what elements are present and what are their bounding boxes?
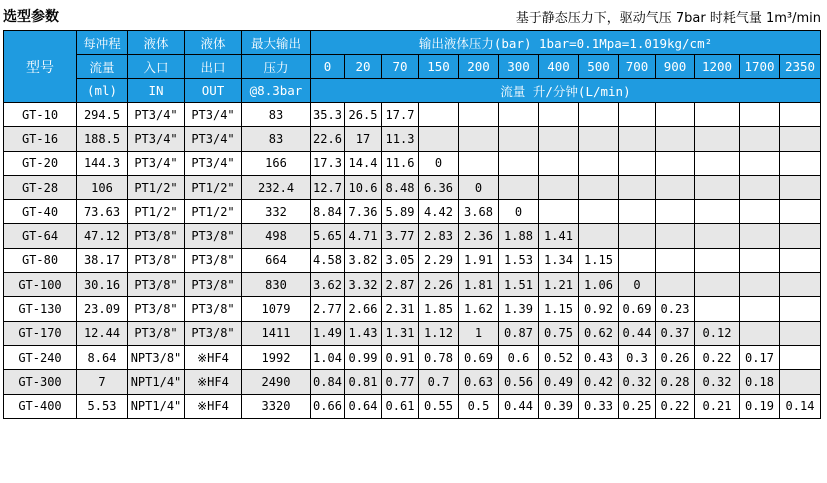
flow-cell: 0.64: [345, 394, 382, 418]
flow-cell: 1.04: [311, 345, 345, 369]
flow-cell: 2.26: [419, 273, 459, 297]
flow-cell: [695, 151, 740, 175]
flow-cell: 14.4: [345, 151, 382, 175]
flow-cell: 0.63: [459, 370, 499, 394]
flow-cell: 1.15: [579, 248, 619, 272]
flow-cell: 17.3: [311, 151, 345, 175]
cell-model: GT-16: [4, 127, 77, 151]
header-stroke-2: 流量: [77, 55, 128, 79]
cell-model: GT-28: [4, 175, 77, 199]
flow-cell: 6.36: [419, 175, 459, 199]
pressure-header-cell: 150: [419, 55, 459, 79]
cell-stroke: 8.64: [77, 345, 128, 369]
header-inlet-2: 入口: [128, 55, 185, 79]
cell-outlet: PT3/4": [185, 103, 242, 127]
flow-cell: 0.25: [619, 394, 656, 418]
flow-cell: 0.5: [459, 394, 499, 418]
table-row: [4, 151, 821, 175]
cell-outlet: ※HF4: [185, 370, 242, 394]
flow-cell: [780, 370, 821, 394]
flow-cell: [780, 175, 821, 199]
flow-cell: 0.43: [579, 345, 619, 369]
flow-cell: 0.28: [656, 370, 695, 394]
flow-cell: 0.17: [740, 345, 780, 369]
flow-cell: 0.39: [539, 394, 579, 418]
flow-cell: [740, 273, 780, 297]
header-max-output-condition: @8.3bar: [242, 79, 311, 103]
header-stroke-unit: (ml): [77, 79, 128, 103]
flow-cell: [656, 248, 695, 272]
flow-cell: [499, 151, 539, 175]
flow-cell: 0.7: [419, 370, 459, 394]
flow-cell: [619, 151, 656, 175]
flow-cell: [539, 200, 579, 224]
flow-cell: 3.62: [311, 273, 345, 297]
cell-max: 3320: [242, 394, 311, 418]
flow-cell: [740, 127, 780, 151]
flow-cell: [656, 151, 695, 175]
cell-inlet: PT3/8": [128, 224, 185, 248]
cell-outlet: PT3/8": [185, 297, 242, 321]
flow-cell: 0.92: [579, 297, 619, 321]
cell-stroke: 73.63: [77, 200, 128, 224]
flow-cell: 1.62: [459, 297, 499, 321]
table-row: [4, 103, 821, 127]
flow-cell: [499, 175, 539, 199]
flow-cell: [740, 321, 780, 345]
cell-inlet: NPT3/8": [128, 345, 185, 369]
table-row: [4, 370, 821, 394]
table-row: [4, 345, 821, 369]
flow-cell: 0: [619, 273, 656, 297]
flow-cell: [579, 200, 619, 224]
header-outlet-code: OUT: [185, 79, 242, 103]
cell-stroke: 188.5: [77, 127, 128, 151]
header-stroke: 每冲程: [77, 31, 128, 55]
flow-cell: 1.43: [345, 321, 382, 345]
flow-cell: [459, 103, 499, 127]
cell-stroke: 38.17: [77, 248, 128, 272]
pressure-header-cell: 70: [382, 55, 419, 79]
flow-cell: 5.89: [382, 200, 419, 224]
pressure-header-cell: 1700: [740, 55, 780, 79]
header-model: 型号: [4, 31, 77, 103]
flow-cell: 1.21: [539, 273, 579, 297]
table-row: [4, 297, 821, 321]
flow-cell: [780, 151, 821, 175]
flow-cell: [780, 103, 821, 127]
cell-inlet: PT3/4": [128, 127, 185, 151]
flow-cell: [579, 103, 619, 127]
cell-max: 1079: [242, 297, 311, 321]
cell-outlet: PT3/4": [185, 127, 242, 151]
air-consumption-note: 基于静态压力下，驱动气压 7bar 时耗气量 1m³/min: [515, 11, 821, 26]
cell-max: 332: [242, 200, 311, 224]
cell-model: GT-100: [4, 273, 77, 297]
flow-cell: 0.55: [419, 394, 459, 418]
cell-inlet: PT3/8": [128, 297, 185, 321]
selection-parameter-table: [3, 30, 821, 419]
cell-stroke: 294.5: [77, 103, 128, 127]
flow-cell: [499, 127, 539, 151]
header-row-1: [4, 31, 821, 55]
cell-max: 232.4: [242, 175, 311, 199]
flow-cell: 0.69: [459, 345, 499, 369]
flow-cell: 0.49: [539, 370, 579, 394]
cell-model: GT-40: [4, 200, 77, 224]
flow-cell: 1.39: [499, 297, 539, 321]
flow-cell: 5.65: [311, 224, 345, 248]
flow-cell: 4.42: [419, 200, 459, 224]
flow-cell: 3.68: [459, 200, 499, 224]
flow-cell: [459, 127, 499, 151]
flow-cell: [695, 273, 740, 297]
cell-inlet: PT3/8": [128, 273, 185, 297]
flow-cell: 3.32: [345, 273, 382, 297]
header-pressure-title: 输出液体压力(bar) 1bar=0.1Mpa=1.019kg/cm²: [311, 31, 821, 55]
flow-cell: [539, 103, 579, 127]
cell-stroke: 5.53: [77, 394, 128, 418]
flow-cell: 1.91: [459, 248, 499, 272]
flow-cell: 0.32: [695, 370, 740, 394]
cell-model: GT-170: [4, 321, 77, 345]
cell-outlet: PT3/8": [185, 273, 242, 297]
cell-outlet: PT1/2": [185, 175, 242, 199]
flow-cell: [619, 248, 656, 272]
pressure-header-cell: 1200: [695, 55, 740, 79]
page-title: 选型参数: [3, 9, 59, 25]
flow-cell: 1.31: [382, 321, 419, 345]
header-row-3: [4, 79, 821, 103]
cell-inlet: PT1/2": [128, 175, 185, 199]
cell-inlet: PT3/4": [128, 103, 185, 127]
flow-cell: 11.6: [382, 151, 419, 175]
pressure-header-cell: 20: [345, 55, 382, 79]
cell-outlet: PT3/4": [185, 151, 242, 175]
flow-cell: [619, 127, 656, 151]
cell-max: 1992: [242, 345, 311, 369]
cell-model: GT-400: [4, 394, 77, 418]
flow-cell: [619, 103, 656, 127]
cell-stroke: 106: [77, 175, 128, 199]
flow-cell: [579, 127, 619, 151]
table-row: [4, 127, 821, 151]
flow-cell: [656, 103, 695, 127]
flow-cell: [656, 175, 695, 199]
flow-cell: [740, 103, 780, 127]
flow-cell: [539, 151, 579, 175]
cell-outlet: PT3/8": [185, 224, 242, 248]
flow-cell: 1.34: [539, 248, 579, 272]
cell-model: GT-240: [4, 345, 77, 369]
flow-cell: [695, 175, 740, 199]
cell-outlet: PT1/2": [185, 200, 242, 224]
flow-cell: 2.77: [311, 297, 345, 321]
cell-stroke: 7: [77, 370, 128, 394]
cell-max: 664: [242, 248, 311, 272]
cell-max: 83: [242, 103, 311, 127]
flow-cell: 0: [419, 151, 459, 175]
flow-cell: 2.66: [345, 297, 382, 321]
flow-cell: 2.29: [419, 248, 459, 272]
flow-cell: [656, 127, 695, 151]
cell-outlet: PT3/8": [185, 321, 242, 345]
flow-cell: 1: [459, 321, 499, 345]
header-row-2: [4, 55, 821, 79]
flow-cell: [539, 127, 579, 151]
cell-max: 830: [242, 273, 311, 297]
cell-inlet: PT1/2": [128, 200, 185, 224]
flow-cell: 0.62: [579, 321, 619, 345]
flow-cell: 0.52: [539, 345, 579, 369]
flow-cell: [780, 297, 821, 321]
flow-cell: 0.87: [499, 321, 539, 345]
flow-cell: 0.32: [619, 370, 656, 394]
flow-cell: [740, 151, 780, 175]
pressure-header-cell: 2350: [780, 55, 821, 79]
flow-cell: [695, 297, 740, 321]
flow-cell: 0.69: [619, 297, 656, 321]
flow-cell: 0.21: [695, 394, 740, 418]
flow-cell: [656, 224, 695, 248]
cell-stroke: 12.44: [77, 321, 128, 345]
flow-cell: 0.18: [740, 370, 780, 394]
header-inlet-code: IN: [128, 79, 185, 103]
flow-cell: 26.5: [345, 103, 382, 127]
flow-cell: 2.87: [382, 273, 419, 297]
flow-cell: 1.41: [539, 224, 579, 248]
flow-cell: 0.56: [499, 370, 539, 394]
table-row: [4, 224, 821, 248]
flow-cell: [740, 175, 780, 199]
flow-cell: [419, 127, 459, 151]
cell-max: 2490: [242, 370, 311, 394]
flow-cell: 1.85: [419, 297, 459, 321]
header-inlet: 液体: [128, 31, 185, 55]
table-row: [4, 248, 821, 272]
pressure-header-cell: 500: [579, 55, 619, 79]
header-flow-title: 流量 升/分钟(L/min): [311, 79, 821, 103]
flow-cell: 2.31: [382, 297, 419, 321]
flow-cell: 1.49: [311, 321, 345, 345]
flow-cell: 35.3: [311, 103, 345, 127]
flow-cell: [656, 200, 695, 224]
flow-cell: [695, 248, 740, 272]
flow-cell: 2.36: [459, 224, 499, 248]
flow-cell: 0.78: [419, 345, 459, 369]
flow-cell: 0.61: [382, 394, 419, 418]
table-row: [4, 175, 821, 199]
flow-cell: 0.22: [656, 394, 695, 418]
cell-stroke: 144.3: [77, 151, 128, 175]
flow-cell: 0.66: [311, 394, 345, 418]
flow-cell: 1.81: [459, 273, 499, 297]
flow-cell: [780, 273, 821, 297]
cell-inlet: NPT1/4": [128, 370, 185, 394]
cell-max: 166: [242, 151, 311, 175]
flow-cell: [579, 151, 619, 175]
flow-cell: 1.88: [499, 224, 539, 248]
flow-cell: 3.82: [345, 248, 382, 272]
cell-model: GT-300: [4, 370, 77, 394]
flow-cell: [780, 224, 821, 248]
cell-inlet: PT3/4": [128, 151, 185, 175]
cell-inlet: PT3/8": [128, 321, 185, 345]
flow-cell: 1.06: [579, 273, 619, 297]
header-max-output: 最大输出: [242, 31, 311, 55]
flow-cell: [695, 224, 740, 248]
flow-cell: 0.23: [656, 297, 695, 321]
flow-cell: [579, 224, 619, 248]
flow-cell: [579, 175, 619, 199]
flow-cell: 4.71: [345, 224, 382, 248]
flow-cell: 0.84: [311, 370, 345, 394]
flow-cell: [780, 127, 821, 151]
flow-cell: 0.91: [382, 345, 419, 369]
flow-cell: 1.51: [499, 273, 539, 297]
flow-cell: 1.12: [419, 321, 459, 345]
flow-cell: 0.44: [499, 394, 539, 418]
cell-max: 83: [242, 127, 311, 151]
flow-cell: [780, 248, 821, 272]
flow-cell: 0.6: [499, 345, 539, 369]
flow-cell: 3.77: [382, 224, 419, 248]
pressure-header-cell: 300: [499, 55, 539, 79]
flow-cell: 12.7: [311, 175, 345, 199]
flow-cell: [740, 200, 780, 224]
flow-cell: 0.33: [579, 394, 619, 418]
flow-cell: 2.83: [419, 224, 459, 248]
flow-cell: 0.77: [382, 370, 419, 394]
pressure-header-cell: 400: [539, 55, 579, 79]
flow-cell: 22.6: [311, 127, 345, 151]
table-row: [4, 273, 821, 297]
flow-cell: [740, 224, 780, 248]
flow-cell: 0.44: [619, 321, 656, 345]
header-outlet: 液体: [185, 31, 242, 55]
flow-cell: 0.14: [780, 394, 821, 418]
flow-cell: 17: [345, 127, 382, 151]
flow-cell: 10.6: [345, 175, 382, 199]
cell-inlet: NPT1/4": [128, 394, 185, 418]
table-row: [4, 200, 821, 224]
flow-cell: 8.48: [382, 175, 419, 199]
flow-cell: 0.26: [656, 345, 695, 369]
flow-cell: [780, 200, 821, 224]
cell-outlet: ※HF4: [185, 394, 242, 418]
flow-cell: [695, 103, 740, 127]
flow-cell: 0.3: [619, 345, 656, 369]
header-max-output-2: 压力: [242, 55, 311, 79]
table-row: [4, 394, 821, 418]
pressure-header-cell: 700: [619, 55, 656, 79]
flow-cell: [419, 103, 459, 127]
flow-cell: [499, 103, 539, 127]
flow-cell: 0: [499, 200, 539, 224]
flow-cell: 0.12: [695, 321, 740, 345]
flow-cell: [459, 151, 499, 175]
cell-max: 1411: [242, 321, 311, 345]
flow-cell: [619, 224, 656, 248]
flow-cell: 0.19: [740, 394, 780, 418]
flow-cell: 1.15: [539, 297, 579, 321]
flow-cell: [780, 345, 821, 369]
flow-cell: [656, 273, 695, 297]
cell-model: GT-80: [4, 248, 77, 272]
flow-cell: 11.3: [382, 127, 419, 151]
flow-cell: [780, 321, 821, 345]
flow-cell: 0.37: [656, 321, 695, 345]
flow-cell: 7.36: [345, 200, 382, 224]
cell-model: GT-10: [4, 103, 77, 127]
flow-cell: 0.75: [539, 321, 579, 345]
flow-cell: [619, 200, 656, 224]
cell-stroke: 23.09: [77, 297, 128, 321]
flow-cell: 0.42: [579, 370, 619, 394]
flow-cell: [539, 175, 579, 199]
cell-stroke: 47.12: [77, 224, 128, 248]
pressure-header-cell: 200: [459, 55, 499, 79]
pressure-header-cell: 900: [656, 55, 695, 79]
cell-stroke: 30.16: [77, 273, 128, 297]
flow-cell: 1.53: [499, 248, 539, 272]
cell-outlet: PT3/8": [185, 248, 242, 272]
flow-cell: 0.22: [695, 345, 740, 369]
flow-cell: [619, 175, 656, 199]
header-outlet-2: 出口: [185, 55, 242, 79]
flow-cell: 0: [459, 175, 499, 199]
flow-cell: 0.99: [345, 345, 382, 369]
flow-cell: 3.05: [382, 248, 419, 272]
cell-model: GT-20: [4, 151, 77, 175]
flow-cell: 4.58: [311, 248, 345, 272]
flow-cell: [695, 127, 740, 151]
cell-model: GT-64: [4, 224, 77, 248]
flow-cell: 8.84: [311, 200, 345, 224]
flow-cell: [740, 297, 780, 321]
flow-cell: [695, 200, 740, 224]
flow-cell: [740, 248, 780, 272]
pressure-header-cell: 0: [311, 55, 345, 79]
flow-cell: 0.81: [345, 370, 382, 394]
flow-cell: 17.7: [382, 103, 419, 127]
cell-outlet: ※HF4: [185, 345, 242, 369]
cell-inlet: PT3/8": [128, 248, 185, 272]
cell-model: GT-130: [4, 297, 77, 321]
cell-max: 498: [242, 224, 311, 248]
table-row: [4, 321, 821, 345]
